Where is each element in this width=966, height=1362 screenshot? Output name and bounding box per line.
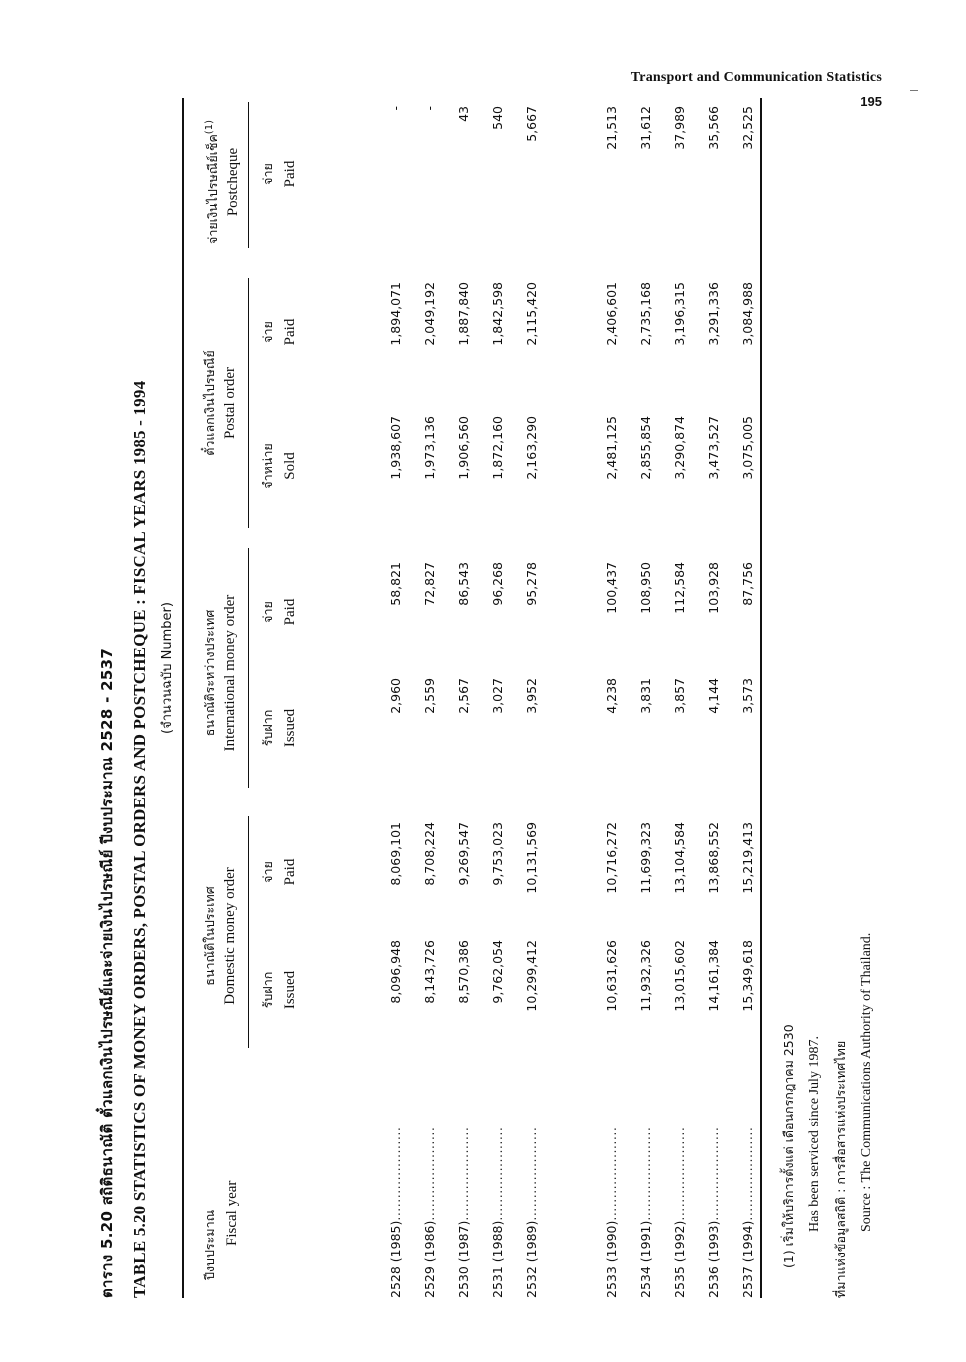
footnote-thai: (1) เริ่มให้บริการตั้งแต่ เดือนกรกฎาคม 2530 xyxy=(781,1024,796,1268)
value-cell: 8,570,386 xyxy=(456,940,471,1004)
table-notes xyxy=(776,98,880,1298)
table-row xyxy=(524,98,546,1298)
table-row xyxy=(456,98,478,1298)
value-cell: 112,584 xyxy=(672,562,687,614)
fiscal-year-cell: 2531 (1988) ..... xyxy=(490,1128,505,1298)
subheader-thai: จำหน่าย xyxy=(260,443,275,489)
fiscal-year-cell: 2529 (1986) ..... xyxy=(422,1128,437,1298)
subheader-paid xyxy=(258,282,302,382)
value-cell: 11,932,326 xyxy=(638,940,653,1012)
value-cell: 21,513 xyxy=(604,106,619,150)
value-cell: - xyxy=(388,106,403,111)
group-header-english: Postcheque xyxy=(225,147,242,217)
value-cell: 3,573 xyxy=(740,678,755,714)
source-english: Source : The Communications Authority of Thailand. xyxy=(859,932,874,1232)
table-row xyxy=(422,98,444,1298)
value-cell: 3,952 xyxy=(524,678,539,714)
value-cell: 15,219,413 xyxy=(740,822,755,894)
table-title-thai: ตาราง 5.20 สถิติธนาณัติ ตั๋วแลกเงินไปรษณีย์และจ่ายเงินไปรษณีย์ ปีงบประมาณ 2528 - 2537 xyxy=(98,647,116,1298)
subheader-paid xyxy=(258,822,302,922)
fiscal-year-cell: 2533 (1990) ..... xyxy=(604,1128,619,1298)
subheader-english: Paid xyxy=(282,318,298,346)
fiscal-year-cell: 2534 (1991) ..... xyxy=(638,1128,653,1298)
subheader-english: Issued xyxy=(282,970,298,1010)
group-underline xyxy=(248,548,249,788)
value-cell: 9,762,054 xyxy=(490,940,505,1004)
fiscal-year-header xyxy=(200,1100,244,1280)
subheader-issued xyxy=(258,678,302,778)
value-cell: 1,894,071 xyxy=(388,282,403,346)
table-row xyxy=(388,98,410,1298)
value-cell: 1,842,598 xyxy=(490,282,505,346)
value-cell: 96,268 xyxy=(490,562,505,606)
value-cell: 3,084,988 xyxy=(740,282,755,346)
group-header-thai-text: จ่ายเงินไปรษณีย์เช็ค xyxy=(205,134,221,244)
value-cell: 2,735,168 xyxy=(638,282,653,346)
value-cell: 2,559 xyxy=(422,678,437,714)
page-number: 195 xyxy=(860,94,882,109)
subheader-thai: จ่าย xyxy=(260,163,275,185)
table-row xyxy=(706,98,728,1298)
group-header-thai: ธนาณัติในประเทศ xyxy=(202,886,217,986)
value-cell: 2,115,420 xyxy=(524,282,539,346)
value-cell: 43 xyxy=(456,106,471,122)
table-titles xyxy=(96,98,177,1298)
value-cell: 8,096,948 xyxy=(388,940,403,1004)
fiscal-year-cell: 2536 (1993) ..... xyxy=(706,1128,721,1298)
margin-mark xyxy=(910,90,918,91)
table-row xyxy=(490,98,512,1298)
group-header-postal-order xyxy=(200,278,240,528)
subheader-paid xyxy=(258,562,302,662)
value-cell: 8,708,224 xyxy=(422,822,437,886)
value-cell: 1,887,840 xyxy=(456,282,471,346)
subheader-english: Issued xyxy=(282,708,298,748)
group-header-english: International money order xyxy=(222,594,238,752)
value-cell: 540 xyxy=(490,106,505,130)
value-cell: 4,238 xyxy=(604,678,619,714)
fiscal-year-cell: 2530 (1987) ..... xyxy=(456,1128,471,1298)
value-cell: 3,027 xyxy=(490,678,505,714)
table-bottom-rule xyxy=(760,98,762,1298)
value-cell: 37,989 xyxy=(672,106,687,150)
value-cell: 100,437 xyxy=(604,562,619,614)
value-cell: 58,821 xyxy=(388,562,403,606)
subheader-issued xyxy=(258,940,302,1040)
fiscal-year-cell: 2535 (1992) ..... xyxy=(672,1128,687,1298)
value-cell: 31,612 xyxy=(638,106,653,150)
value-cell: 3,291,336 xyxy=(706,282,721,346)
footnote-marker: (1) xyxy=(204,120,215,135)
table-row xyxy=(604,98,626,1298)
section-title: Transport and Communication Statistics xyxy=(630,70,882,85)
value-cell: 103,928 xyxy=(706,562,721,614)
value-cell: 10,716,272 xyxy=(604,822,619,894)
value-cell: 3,075,005 xyxy=(740,416,755,480)
group-header-english: Domestic money order xyxy=(222,867,238,1005)
group-header-domestic xyxy=(200,816,240,1056)
subheader-thai: รับฝาก xyxy=(260,709,275,747)
value-cell: 11,699,323 xyxy=(638,822,653,894)
value-cell: 2,049,192 xyxy=(422,282,437,346)
group-underline xyxy=(248,278,249,528)
group-header-postcheque xyxy=(200,102,243,262)
group-header-thai: ตั๋วแลกเงินไปรษณีย์ xyxy=(202,350,217,456)
value-cell: 2,960 xyxy=(388,678,403,714)
fiscal-year-cell: 2537 (1994) ..... xyxy=(740,1128,755,1298)
fiscal-year-header-english: Fiscal year xyxy=(224,1180,240,1246)
value-cell: 13,015,602 xyxy=(672,940,687,1012)
value-cell: 10,631,626 xyxy=(604,940,619,1012)
value-cell: 2,163,290 xyxy=(524,416,539,480)
value-cell: 3,196,315 xyxy=(672,282,687,346)
value-cell: 3,831 xyxy=(638,678,653,714)
table-row xyxy=(638,98,660,1298)
value-cell: 35,566 xyxy=(706,106,721,150)
source-thai: ที่มาแห่งข้อมูลสถิติ : การสื่อสารแห่งประเทศไทย xyxy=(833,1040,848,1298)
value-cell: 95,278 xyxy=(524,562,539,606)
value-cell: 14,161,384 xyxy=(706,940,721,1012)
group-header-thai xyxy=(200,102,223,262)
value-cell: 5,667 xyxy=(524,106,539,142)
value-cell: 72,827 xyxy=(422,562,437,606)
value-cell: 3,290,874 xyxy=(672,416,687,480)
value-cell: 4,144 xyxy=(706,678,721,714)
value-cell: 3,857 xyxy=(672,678,687,714)
value-cell: 8,069,101 xyxy=(388,822,403,886)
footnote-english: Has been serviced since July 1987. xyxy=(807,1036,822,1232)
group-underline xyxy=(248,816,249,1048)
table-row xyxy=(740,98,762,1298)
subheader-english: Paid xyxy=(282,858,298,886)
value-cell: 87,756 xyxy=(740,562,755,606)
table-top-rule xyxy=(182,98,184,1298)
subheader-thai: จ่าย xyxy=(260,861,275,883)
value-cell: 1,973,136 xyxy=(422,416,437,480)
value-cell: 2,406,601 xyxy=(604,282,619,346)
value-cell: 1,872,160 xyxy=(490,416,505,480)
value-cell: 3,473,527 xyxy=(706,416,721,480)
value-cell: 15,349,618 xyxy=(740,940,755,1012)
fiscal-year-header-thai: ปีงบประมาณ xyxy=(202,1209,217,1280)
table-unit: (จำนวนฉบับ Number) xyxy=(160,602,175,734)
subheader-english: Paid xyxy=(282,160,298,188)
value-cell: 108,950 xyxy=(638,562,653,614)
subheader-thai: จ่าย xyxy=(260,321,275,343)
value-cell: 9,753,023 xyxy=(490,822,505,886)
value-cell: 13,868,552 xyxy=(706,822,721,894)
group-header-thai: ธนาณัติระหว่างประเทศ xyxy=(202,609,217,737)
subheader-english: Paid xyxy=(282,598,298,626)
subheader-paid xyxy=(258,124,302,224)
value-cell: 1,938,607 xyxy=(388,416,403,480)
subheader-thai: รับฝาก xyxy=(260,971,275,1009)
group-header-english: Postal order xyxy=(222,366,238,440)
table-row xyxy=(672,98,694,1298)
value-cell: 1,906,560 xyxy=(456,416,471,480)
value-cell: 10,131,569 xyxy=(524,822,539,894)
subheader-thai: จ่าย xyxy=(260,601,275,623)
value-cell: - xyxy=(422,106,437,111)
value-cell: 10,299,412 xyxy=(524,940,539,1012)
group-underline xyxy=(248,102,249,248)
value-cell: 9,269,547 xyxy=(456,822,471,886)
rotated-table-page xyxy=(96,98,876,1298)
fiscal-year-cell: 2532 (1989) ..... xyxy=(524,1128,539,1298)
table-title-english: TABLE 5.20 STATISTICS OF MONEY ORDERS, POSTAL ORDERS AND POSTCHEQUE : FISCAL YEARS 1985 - 1994 xyxy=(130,380,149,1298)
value-cell: 2,481,125 xyxy=(604,416,619,480)
value-cell: 2,855,854 xyxy=(638,416,653,480)
value-cell: 86,543 xyxy=(456,562,471,606)
subheader-sold xyxy=(258,416,302,516)
value-cell: 8,143,726 xyxy=(422,940,437,1004)
value-cell: 2,567 xyxy=(456,678,471,714)
fiscal-year-cell: 2528 (1985) ..... xyxy=(388,1128,403,1298)
subheader-english: Sold xyxy=(282,452,298,480)
group-header-international xyxy=(200,548,240,798)
value-cell: 13,104,584 xyxy=(672,822,687,894)
value-cell: 32,525 xyxy=(740,106,755,150)
